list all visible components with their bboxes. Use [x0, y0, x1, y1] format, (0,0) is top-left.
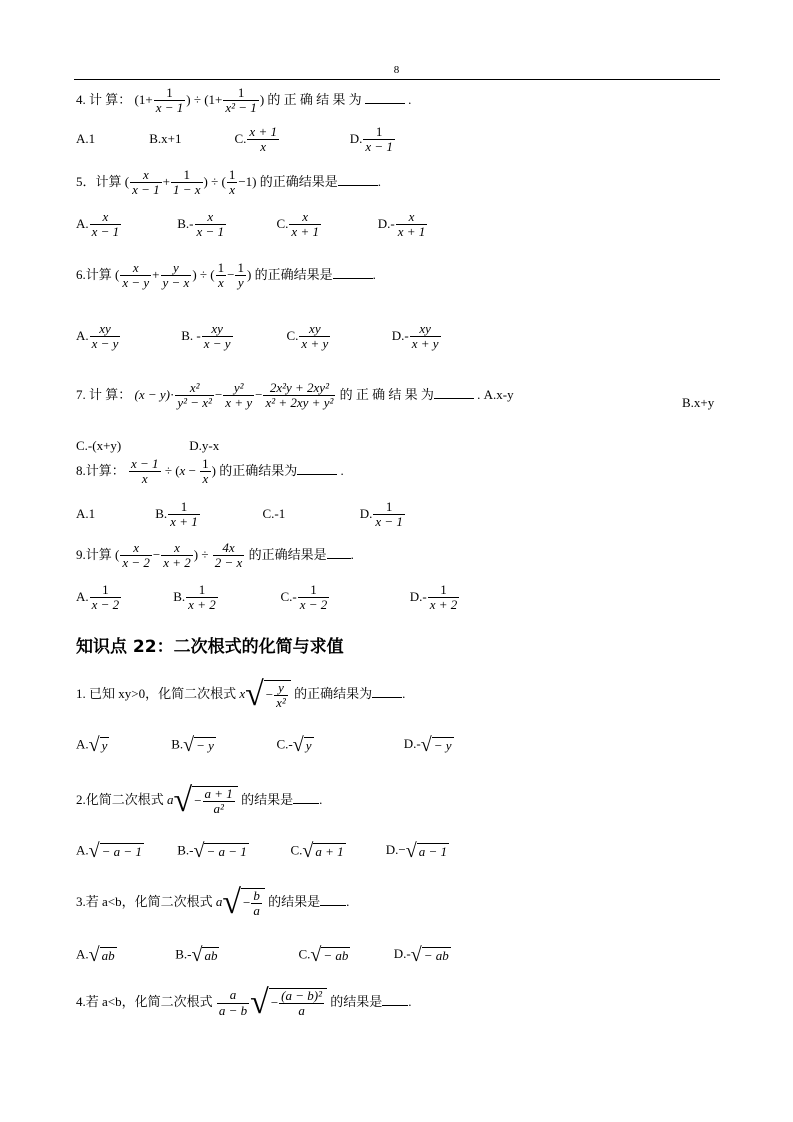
q5-suffix: 的正确结果是	[259, 173, 338, 189]
r1-answer-blank[interactable]	[372, 687, 402, 698]
q4-option-c[interactable]: C. $\frac{x + 1}{x}$	[234, 124, 277, 155]
r2-expression: a√ − $\frac{a + 1}{\text{a²}}$	[167, 792, 238, 807]
r3-expression: a√ − $\frac{b}{a}$	[216, 894, 265, 909]
r1-option-a[interactable]: A.√ y	[76, 734, 108, 756]
root-question-4	[76, 984, 412, 1022]
root-question-3	[76, 884, 349, 922]
r1-options	[76, 734, 454, 757]
q5-end: .	[377, 173, 382, 189]
question-8	[76, 457, 344, 487]
q7-expression: (x − y)· $\frac{\text{x²}}{\text{y² − x²}}$ − $\frac{\text{y²}}{x + y}$ − $\frac{\text{2x²y + 2xy²}}{\text{x² + 2xy + y²}}$	[134, 380, 334, 411]
q8-option-c[interactable]: C.-1	[262, 505, 286, 521]
q8-end: .	[340, 462, 344, 478]
r2-label: 2.化简二次根式	[76, 791, 164, 807]
r2-answer-blank[interactable]	[293, 793, 319, 804]
r3-option-a[interactable]: A.√ ab	[76, 944, 115, 966]
r3-option-c[interactable]: C.√ − ab	[298, 944, 349, 966]
q7-option-c[interactable]: C.-(x+y)	[76, 438, 122, 453]
q5-option-c[interactable]: C. $\frac{x}{x + 1}$	[276, 209, 319, 240]
q7-suffix: 的 正 确 结 果 为	[339, 386, 434, 402]
q6-expression: ( $\frac{x}{x - y}$ + $\frac{y}{y - x}$ ) ÷ ( $\frac{1}{x}$ − $\frac{1}{y}$ )	[115, 260, 252, 291]
q8-answer-blank[interactable]	[297, 464, 337, 475]
q6-label: 6.计算	[76, 266, 112, 282]
q5-option-d[interactable]: D.- $\frac{x}{x + 1}$	[377, 209, 426, 240]
r3-label: 3.若 a<b，化简二次根式	[76, 893, 213, 909]
r4-answer-blank[interactable]	[382, 995, 408, 1006]
r2-option-c[interactable]: C.√ a + 1	[290, 840, 344, 862]
q6-option-d[interactable]: D.- $\frac{xy}{x + y}$	[391, 321, 439, 352]
r3-options	[76, 944, 451, 967]
q7-end: .	[477, 386, 481, 402]
r1-option-c[interactable]: C.-√ y	[276, 734, 312, 756]
q7-option-b[interactable]: B.x+y	[682, 395, 715, 410]
r1-expression: x√ − $\frac{y}{\text{x²}}$	[239, 686, 290, 701]
q6-suffix: 的正确结果是	[254, 266, 333, 282]
r1-suffix: 的正确结果为	[294, 685, 373, 701]
r2-option-b[interactable]: B.-√ − a − 1	[177, 840, 247, 862]
q4-options	[76, 125, 396, 155]
q9-end: .	[350, 546, 354, 562]
q9-answer-blank[interactable]	[327, 548, 351, 559]
q9-option-d[interactable]: D.- $\frac{1}{x + 2}$	[409, 582, 458, 613]
q9-option-a[interactable]: A. $\frac{1}{x - 2}$	[76, 582, 120, 613]
q6-options	[76, 322, 442, 352]
q8-option-b[interactable]: B. $\frac{1}{x + 1}$	[155, 499, 198, 530]
q6-option-b[interactable]: B. - $\frac{xy}{x - y}$	[181, 321, 231, 352]
question-6	[76, 261, 376, 291]
q6-answer-blank[interactable]	[333, 268, 373, 279]
r3-suffix: 的结果是	[268, 893, 321, 909]
q8-option-a[interactable]: A.1	[76, 505, 96, 521]
q8-expression: $\frac{x - 1}{x}$ ÷ (x − $\frac{1}{x}$ )	[131, 456, 216, 487]
root-question-1	[76, 676, 405, 714]
q5-expression: ( $\frac{x}{x - 1}$ + $\frac{1}{1 - x}$ ) ÷ ( $\frac{1}{x}$ −1)	[124, 167, 257, 198]
q7-answer-blank[interactable]	[434, 388, 474, 399]
r4-label: 4.若 a<b，化简二次根式	[76, 993, 213, 1009]
q7-label: 7. 计 算：	[76, 386, 132, 402]
page-number: 8	[393, 64, 400, 76]
r3-option-b[interactable]: B.-√ ab	[175, 944, 218, 966]
q9-option-b[interactable]: B. $\frac{1}{x + 2}$	[173, 582, 216, 613]
root-question-2	[76, 782, 322, 820]
r3-option-d[interactable]: D.-√ − ab	[393, 944, 449, 966]
r2-end: .	[319, 791, 323, 807]
q4-end: .	[408, 91, 412, 107]
header-rule	[74, 79, 720, 80]
r4-end: .	[408, 993, 412, 1009]
q8-suffix: 的正确结果为	[219, 462, 298, 478]
q4-option-b[interactable]: B.x+1	[149, 130, 182, 146]
q9-option-c[interactable]: C.- $\frac{1}{x - 2}$	[280, 582, 328, 613]
r1-option-b[interactable]: B.√ − y	[171, 734, 214, 756]
q8-options	[76, 500, 406, 530]
r1-label: 1. 已知 xy>0，化简二次根式	[76, 685, 237, 701]
question-5	[76, 168, 381, 198]
q9-options	[76, 583, 460, 613]
q4-expression: (1+ $\frac{1}{x - 1}$ ) ÷ (1+ $\frac{1}{\text{x² − 1}}$ )	[134, 85, 265, 116]
r4-suffix: 的结果是	[330, 993, 383, 1009]
question-7	[76, 381, 514, 411]
question-9	[76, 541, 354, 571]
r2-option-d[interactable]: D.−√ a − 1	[385, 840, 447, 862]
r2-suffix: 的结果是	[241, 791, 294, 807]
q5-options	[76, 210, 428, 240]
q4-answer-blank[interactable]	[365, 93, 405, 104]
q4-label: 4. 计 算：	[76, 91, 132, 107]
r3-answer-blank[interactable]	[320, 895, 346, 906]
q4-option-a[interactable]: A.1	[76, 130, 96, 146]
r4-expression: $\frac{a}{a - b}$ √ − $\frac{\text{(a − b)²}}{a}$	[216, 994, 327, 1009]
q9-label: 9.计算	[76, 546, 112, 562]
q7-option-a[interactable]: A.x-y	[483, 386, 514, 402]
q8-label: 8.计算：	[76, 462, 125, 478]
section-heading: 知识点 22：二次根式的化简与求值	[76, 637, 344, 657]
q8-option-d[interactable]: D. $\frac{1}{x - 1}$	[359, 499, 403, 530]
r1-option-d[interactable]: D.-√ − y	[403, 734, 452, 756]
q6-option-a[interactable]: A. $\frac{xy}{x - y}$	[76, 321, 119, 352]
q6-end: .	[372, 266, 376, 282]
q6-option-c[interactable]: C. $\frac{xy}{x + y}$	[286, 321, 329, 352]
q5-label: 5．计算	[76, 173, 122, 189]
q7-options-row2	[76, 438, 219, 454]
q9-suffix: 的正确结果是	[248, 546, 327, 562]
q5-answer-blank[interactable]	[338, 175, 378, 186]
r3-end: .	[346, 893, 350, 909]
q9-expression: ( $\frac{x}{x - 2}$ − $\frac{x}{x + 2}$ ) ÷ $\frac{4x}{2 - x}$	[115, 540, 243, 571]
q4-suffix: 的 正 确 结 果 为	[267, 91, 362, 107]
q7-option-d[interactable]: D.y-x	[189, 438, 220, 453]
r1-end: .	[402, 685, 406, 701]
r2-option-a[interactable]: A.√ − a − 1	[76, 840, 142, 862]
r2-options	[76, 840, 449, 863]
q4-option-d[interactable]: D. $\frac{1}{x - 1}$	[349, 124, 393, 155]
q5-option-b[interactable]: B.- $\frac{x}{x - 1}$	[177, 209, 225, 240]
question-4	[76, 86, 411, 116]
q5-option-a[interactable]: A. $\frac{x}{x - 1}$	[76, 209, 120, 240]
